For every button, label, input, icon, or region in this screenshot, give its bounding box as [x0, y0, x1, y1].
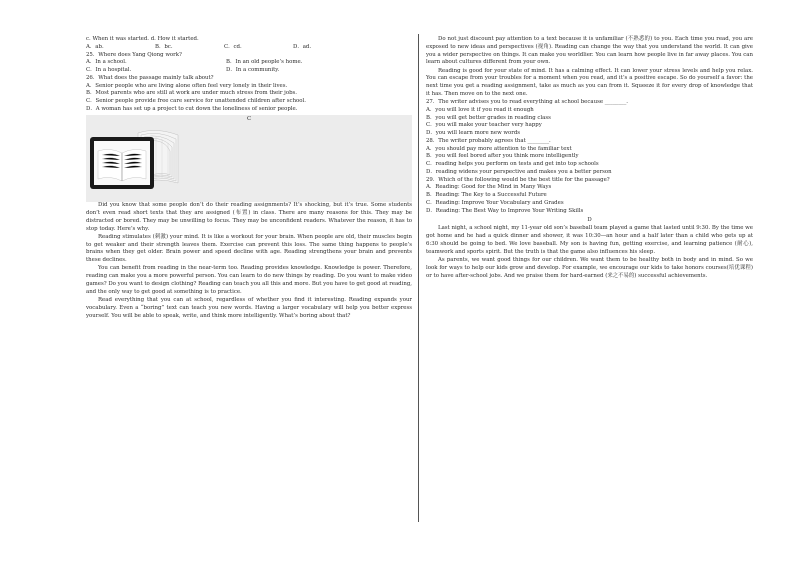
- q24-option-a[interactable]: A．ab.: [86, 43, 104, 50]
- q29-option-b[interactable]: B．Reading: The Key to a Successful Future: [426, 192, 547, 199]
- q28-option-d[interactable]: D．reading widens your perspective and makes you a better person: [426, 168, 612, 175]
- q25-option-b[interactable]: B．In an old people’s home.: [226, 59, 303, 66]
- passage-paragraph: You can benefit from reading in the near-term too. Reading provides knowledge. Knowledge is power. Therefore, reading can make you a more powerful person. You can learn to do new things by reading. Do you want to make video games? Do you want to design clothing? Reading can teach you all this and more. But you have to get good at reading, and the only way to get good at something is to practice.: [86, 265, 412, 295]
- q29-option-c[interactable]: C．Reading: Improve Your Vocabulary and Grades: [426, 199, 564, 206]
- tablet-with-book-pages-icon: [86, 125, 186, 195]
- q29-stem: 29．Which of the following would be the best title for the passage?: [426, 176, 610, 183]
- q29-option-a[interactable]: A．Reading: Good for the Mind in Many Ways: [426, 184, 552, 191]
- q24-option-d[interactable]: D．ad.: [293, 43, 312, 50]
- section-d-passage: [426, 225, 753, 280]
- q25-option-d[interactable]: D．In a community.: [226, 67, 280, 73]
- q24-choice-keys: c. When it was started. d. How it started.: [86, 36, 199, 42]
- q26-option-a[interactable]: A．Senior people who are living alone often feel very lonely in their lives.: [86, 82, 288, 89]
- q27-option-d[interactable]: D．you will learn more new words: [426, 130, 521, 137]
- q26-option-c[interactable]: C．Senior people provide free care service for unattended children after school.: [86, 98, 306, 104]
- passage-paragraph: Did you know that some people don’t do their reading assignments? It’s shocking, but it’s true. Some students don’t even read short texts that they are assigned (布置) in class. There are many reasons for this. They may be distracted or bored. They may be unwilling to focus. They may be unconfident readers. Whatever the reason, it has to stop today. Here’s why.: [86, 202, 412, 232]
- section-c-passage-right: [426, 36, 753, 99]
- q24-option-b[interactable]: B．bc.: [155, 43, 173, 50]
- q26-stem: 26．What does the passage mainly talk about?: [86, 74, 214, 81]
- q28-option-a[interactable]: A．you should pay more attention to the familiar text: [426, 145, 572, 152]
- q28-option-c[interactable]: C．reading helps you perform on tests and get into top schools: [426, 161, 599, 168]
- passage-paragraph: Last night, a school night, my 11-year old son’s baseball team played a game that lasted until 9:30. By the time we got home and he had a quick dinner and shower, it was 10:30—an hour and a half later than a child who gets up at 6:30 should be going to bed. We love baseball. My son is having fun, getting exercise, and learning patience (耐心), teamwork and sports spirit. But the truth is that the game also influences his sleep.: [426, 225, 753, 255]
- q25-options-row1: [86, 59, 412, 67]
- q27-option-b[interactable]: B．you will get better grades in reading class: [426, 114, 551, 121]
- q28-stem: 28．The writer probably agrees that ________.: [426, 137, 551, 144]
- q29-option-d[interactable]: D．Reading: The Best Way to Improve Your Writing Skills: [426, 207, 584, 214]
- q27-stem: 27．The writer advises you to read everything at school because ________.: [426, 99, 629, 106]
- q25-option-a[interactable]: A．In a school.: [86, 59, 127, 66]
- passage-paragraph: Reading is good for your state of mind. It has a calming effect. It can lower your stress levels and help you relax. You can escape from your troubles for a moment when you read, and it’s a positive escape. So do yourself a favor: the next time you get a reading assignment, take as much as you can from it. Squeeze it for every drop of knowledge that it has. Then move on to the next one.: [426, 67, 753, 97]
- passage-paragraph: Reading stimulates (刺激) your mind. It is like a workout for your brain. When people are old, their muscles begin to get weaker and their strength leaves them. Exercise can prevent this loss. The same thing happens to people’s brains when they get older. Brain power and speed decline with age. Reading strengthens your brain and prevents these declines.: [86, 233, 412, 264]
- right-column: [426, 36, 753, 281]
- q25-stem: 25．Where does Yang Qiong work?: [86, 51, 182, 58]
- q24-option-c[interactable]: C．cd.: [224, 43, 242, 50]
- q25-option-c[interactable]: C．In a hospital.: [86, 67, 132, 73]
- section-c-label: C: [246, 115, 252, 122]
- passage-paragraph: As parents, we want good things for our children. We want them to be healthy both in body and in mind. So we look for ways to help our kids grow and develop. For example, we encourage our kids to take honors courses(培优课程) or to have after-school jobs. And we praise them for hard-earned (来之不易的) successful achievements.: [426, 257, 753, 279]
- passage-paragraph: Do not just discount pay attention to a text because it is unfamiliar (不熟悉的) to you. Each time you read, you are exposed to new ideas and perspectives (视角). Reading can change the way that you understand the world. It can give you a wider perspective on things. It can make you worldlier. You can learn how people live in far away places. You can learn about cultures different from your own.: [426, 36, 753, 66]
- section-c-passage-left: [86, 202, 412, 320]
- q27-option-c[interactable]: C．you will make your teacher very happy: [426, 122, 542, 129]
- section-c-header: [86, 115, 412, 203]
- q28-option-b[interactable]: B．you will feel bored after you think more intelligently: [426, 153, 579, 160]
- q25-options-row2: [86, 67, 412, 75]
- q27-option-a[interactable]: A．you will love it if you read it enough: [426, 106, 534, 113]
- passage-paragraph: Read everything that you can at school, regardless of whether you find it interesting. Reading expands your vocabulary. Even a “boring” text can teach you new words. Having a larger vocabulary will help you better express yourself. You will be able to speak, write, and think more intelligently. What’s boring about that?: [86, 297, 412, 319]
- q26-option-d[interactable]: D．A woman has set up a project to cut down the loneliness of senior people.: [86, 105, 298, 112]
- q26-option-b[interactable]: B．Most parents who are still at work are under much stress from their jobs.: [86, 90, 298, 97]
- q24-options: [86, 44, 412, 52]
- section-d-label: D: [587, 217, 592, 224]
- column-divider: [418, 34, 419, 522]
- left-column: [86, 36, 412, 321]
